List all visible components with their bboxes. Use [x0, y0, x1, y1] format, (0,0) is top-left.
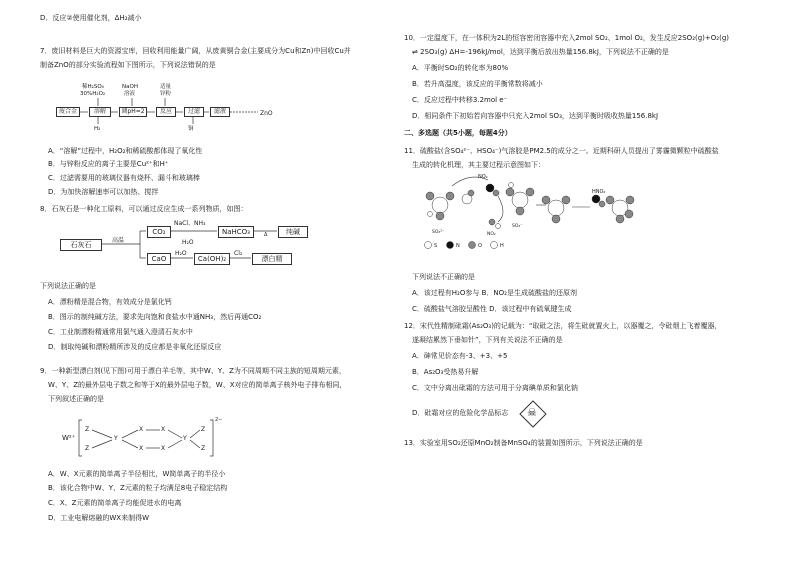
q9-cation-w: W²⁺ [62, 434, 76, 442]
q8-reagent-water-a: H₂O [182, 239, 194, 246]
q9-option-b: B．该化合物中W、Y、Z元素的粒子均满足8电子稳定结构 [48, 484, 228, 492]
q7-reagent-peroxide: 30%H₂O₂ [80, 91, 106, 97]
q9-anion-charge: 2− [215, 417, 223, 423]
q12-option-c: C．文中分离出砒霜的方法可用于分离碘单质和氯化钠 [412, 384, 578, 392]
q8-option-d: D．制取纯碱和漂粉精所涉及的反应都是非氧化还原反应 [48, 343, 222, 351]
q11-options-cd: C．硫酸盐气溶胶呈酸性 D．该过程中有硫氧键生成 [412, 305, 572, 313]
q7-option-c: C．过滤需要用的玻璃仪器有烧杯、漏斗和玻璃棒 [48, 174, 200, 182]
q9-atom-z1: Z [85, 426, 90, 433]
q10-stem-line2: ⇌ 2SO₃(g) ΔH=-196kJ/mol，达到平衡后放出热量156.8kJ，下列说法不正确的是 [412, 48, 669, 56]
q9-option-d: D．工业电解熔融的WX来制得W [48, 514, 150, 522]
q8-node-soda-ash: 纯碱 [278, 226, 308, 238]
q9-atom-x3: X [161, 426, 166, 433]
q8-reagent-cl2: Cl₂ [234, 250, 243, 257]
q7-node-dissolve: 溶解 [89, 107, 111, 117]
q7-byproduct-h2: H₂ [94, 126, 101, 132]
q8-option-a: A．漂粉精是混合物，有效成分是氯化钙 [48, 298, 172, 306]
q11-legend-n: N [456, 243, 460, 249]
q8-condition-heat: 高温 [112, 237, 125, 244]
q11-label-hno2: HNO₂ [592, 189, 606, 195]
q8-node-nahco3: NaHCO₃ [218, 226, 254, 238]
q9-atom-z3: Z [201, 426, 206, 433]
q7-reagent-acid: 稀H₂SO₄ [82, 84, 104, 90]
q11-options-ab: A．该过程有H₂O参与 B．NO₂是生成硫酸盐的还原剂 [412, 289, 577, 297]
q6-option-d: D．反应②使用催化剂，ΔH₂减小 [40, 14, 142, 22]
q11-label-so3-2: SO₃⁻ [512, 224, 523, 229]
q8-condition-delta: Δ [264, 232, 268, 238]
q8-node-caoh2: Ca(OH)₂ [194, 253, 230, 265]
q9-atom-x1: X [139, 426, 144, 433]
q11-stem-line2: 生成的转化机理，其主要过程示意图如下： [412, 161, 545, 169]
q12-stem-line2: 遂凝结累然下垂如针”，下列有关说法不正确的是 [412, 336, 563, 344]
q9-option-a: A．W、X元素的简单离子半径相比，W简单离子的半径小 [48, 470, 226, 478]
q7-option-a: A．“溶解”过程中，H₂O₂和稀硫酸都体现了氧化性 [48, 147, 203, 155]
q11-label-no2-top: NO₂ [478, 174, 488, 180]
q10-option-c: C．反应过程中转移3.2mol e⁻ [412, 96, 508, 104]
q8-stem: 8．石灰石是一种化工原料，可以通过反应生成一系列物质，如图： [40, 205, 248, 213]
q8-node-limestone: 石灰石 [60, 239, 102, 251]
q11-stem-line1: 11．硫酸盐(含SO₄²⁻、HSO₄⁻)气溶胶是PM2.5的成分之一。近期科研人员提出了雾霾微颗粒中硫酸盐 [404, 147, 719, 155]
q9-stem-line2: W、Y、Z的最外层电子数之和等于X的最外层电子数，W、X对应的简单离子核外电子排布相同， [48, 381, 347, 389]
q7-node-scrap-alloy: 废合金 [56, 107, 80, 117]
q7-option-b: B．与锌粉反应的离子主要是Cu²⁺和H⁺ [48, 160, 169, 168]
q11-legend-s: S [434, 243, 438, 249]
q9-atom-y2: Y [183, 435, 187, 442]
q12-stem-line1: 12．宋代性精制砒霜(As₂O₃)的记载为：“取砒之法，将生砒就置火上，以器覆之，令砒烟上飞着覆器， [404, 322, 722, 330]
q8-node-bleach: 漂白精 [252, 253, 292, 265]
q10-option-a: A．平衡时SO₂的转化率为80% [412, 64, 509, 72]
q7-reagent-amount: 适量 [160, 84, 172, 90]
q11-label-no2: NO₂ [487, 232, 496, 237]
q7-byproduct-copper: 铜 [188, 126, 194, 132]
q7-option-d: D．为加快溶解速率可以加热、搅拌 [48, 188, 159, 196]
q10-stem-line1: 10．一定温度下，在一体积为2L的恒容密闭容器中充入2mol SO₂、1mol O₂，发生反应2SO₂(g)+O₂(g) [404, 34, 729, 42]
q12-option-d: D．砒霜对应的危险化学品标志 [412, 409, 509, 417]
q8-option-c: C．工业制漂粉精通常用氯气通入澄清石灰水中 [48, 328, 193, 336]
q12-option-a: A．砷常见价态有-3、+3、+5 [412, 352, 508, 360]
q10-option-b: B．若升高温度，该反应的平衡常数将减小 [412, 80, 543, 88]
q9-stem-line3: 下列叙述正确的是 [48, 395, 104, 403]
q8-node-cao: CaO [147, 253, 171, 265]
section-multiple-choice-heading: 二、多选题（共5小题，每题4分） [404, 129, 512, 137]
q9-stem-line1: 9．一种新型漂白剂(见下图)可用于漂白羊毛等，其中W、Y、Z为不同周期不同主族的短周期元素， [40, 367, 346, 375]
q7-node-filtrate: 滤液 [210, 107, 230, 117]
q11-legend-o: O [478, 243, 482, 249]
q7-stem-line2: 制备ZnO的部分实验流程如下图所示，下列说法错误的是 [40, 61, 216, 69]
q8-option-b: B．图示的制纯碱方法，要求先向饱和食盐水中通NH₃，然后再通CO₂ [48, 313, 262, 321]
q11-label-so3-1: SO₃²⁻ [432, 230, 445, 235]
q8-reagent-water-b: H₂O [175, 250, 187, 257]
q10-option-d: D．相同条件下初始若向容器中只充入2mol SO₃，达到平衡时吸收热量156.8kJ [412, 112, 659, 120]
q9-atom-y1: Y [114, 435, 118, 442]
q13-stem: 13．实验室用SO₂还原MnO₂制备MnSO₄的装置如图所示，下列说法正确的是 [404, 439, 643, 447]
q7-reagent-naoh: NaOH [122, 84, 138, 90]
q11-question: 下列说法不正确的是 [412, 273, 475, 281]
q11-legend-h: H [500, 243, 504, 249]
q7-reagent-zinc: 锌粉 [160, 91, 172, 97]
q7-node-adjust-ph: 调pH=2 [119, 107, 147, 117]
q7-product-zno: ZnO [260, 110, 273, 117]
q9-atom-x2: X [139, 445, 144, 452]
q9-option-c: C．X、Z元素的简单离子均能促进水的电离 [48, 499, 182, 507]
q8-node-co2: CO₂ [147, 226, 171, 238]
skull-icon: ☠ [527, 406, 537, 419]
q12-option-b: B．As₂O₃受热易升解 [412, 368, 479, 376]
q9-atom-z4: Z [201, 445, 206, 452]
q9-atom-x4: X [161, 445, 166, 452]
q7-node-react: 反应 [156, 107, 176, 117]
q8-reagent-nacl-nh3: NaCl、NH₃ [174, 220, 206, 227]
q8-question: 下列说法正确的是 [40, 282, 96, 290]
q7-reagent-solution: 溶液 [124, 91, 136, 97]
q7-node-filter: 过滤 [184, 107, 204, 117]
q9-atom-z2: Z [85, 445, 90, 452]
q7-stem-line1: 7．废旧材料是巨大的资源宝库，回收利用能量广阔，从废黄铜合金(主要成分为Cu和Zn)中回收Cu并 [40, 47, 351, 55]
